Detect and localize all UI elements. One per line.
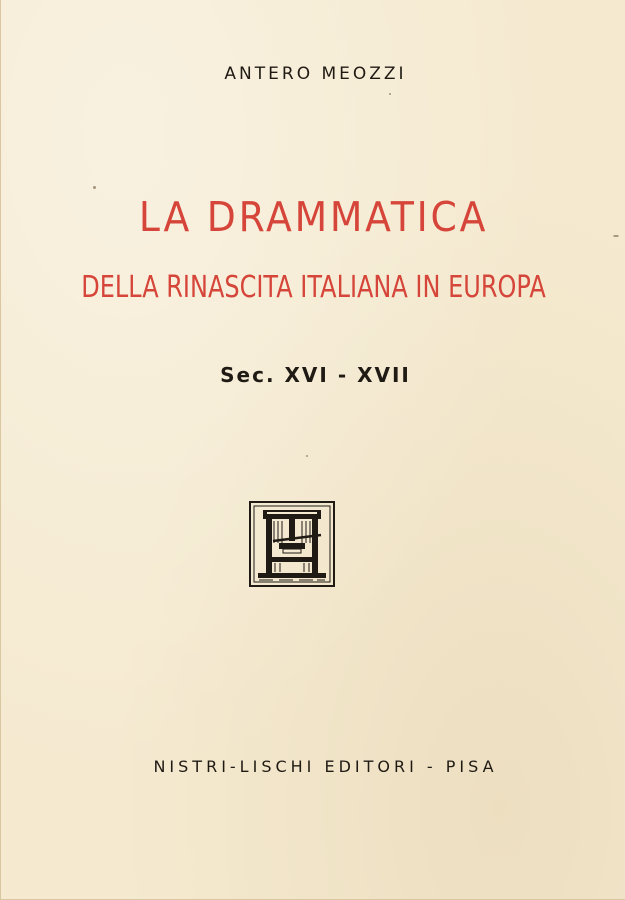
book-subtitle: DELLA RINASCITA ITALIANA IN EUROPA bbox=[81, 270, 546, 305]
publisher-line: NISTRI-LISCHI EDITORI - PISA bbox=[153, 757, 498, 776]
printing-press-icon bbox=[249, 501, 335, 587]
paper-speck bbox=[613, 235, 619, 237]
book-title: LA DRAMMATICA bbox=[138, 193, 489, 241]
paper-speck bbox=[93, 186, 96, 189]
century-range: Sec. XVI - XVII bbox=[220, 363, 411, 387]
paper-speck bbox=[389, 93, 391, 95]
paper-speck bbox=[306, 455, 308, 457]
author-name: ANTERO MEOZZI bbox=[224, 64, 407, 84]
